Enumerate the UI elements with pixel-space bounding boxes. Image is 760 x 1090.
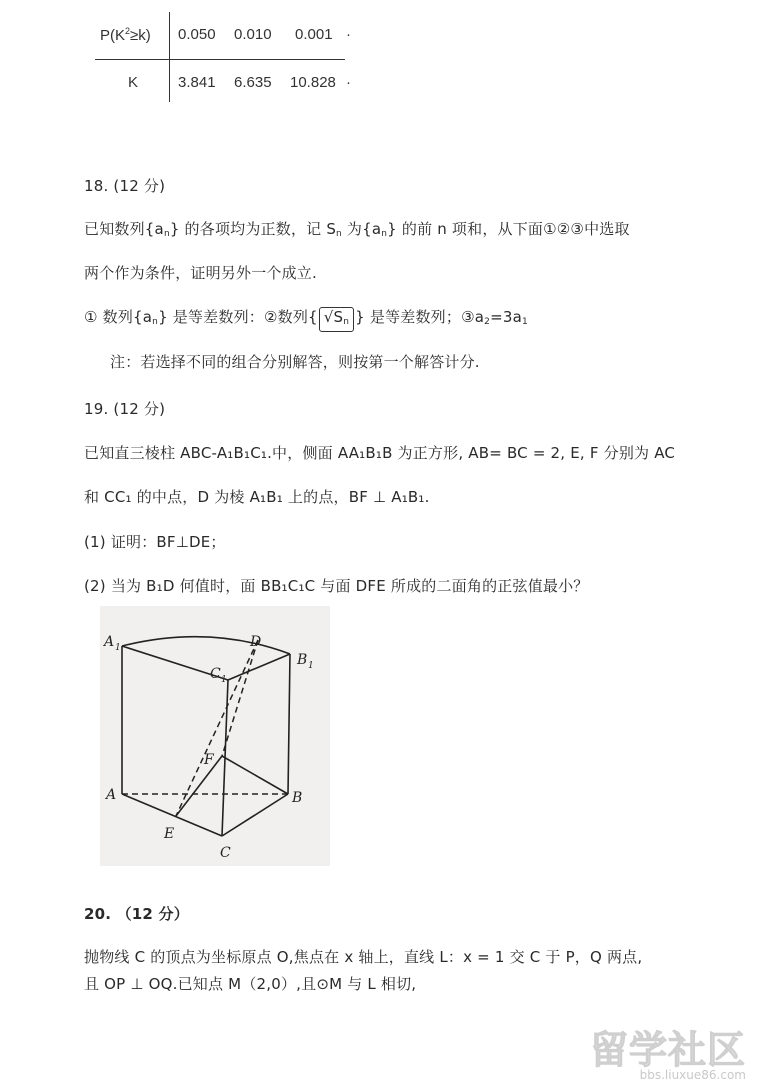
- q20-line2: 且 OP ⊥ OQ.已知点 M（2,0）,且⊙M 与 L 相切,: [84, 975, 417, 993]
- q19-part1: (1) 证明：BF⊥DE；: [84, 533, 226, 551]
- label-c: C: [220, 845, 231, 861]
- trailing-mark: ·: [346, 74, 351, 91]
- segment-e-f: [176, 756, 222, 816]
- q18-note: 注：若选择不同的组合分别解答，则按第一个解答计分.: [110, 353, 480, 371]
- edge-a1-b1: [122, 637, 290, 654]
- q19-line2: 和 CC₁ 的中点，D 为棱 A₁B₁ 上的点，BF ⊥ A₁B₁.: [84, 488, 430, 506]
- segment-f-b: [222, 756, 288, 794]
- label-a: A: [106, 787, 117, 803]
- label-b1: B: [297, 652, 308, 668]
- probability-cell: 0.010: [234, 26, 272, 43]
- q20-line1: 抛物线 C 的顶点为坐标原点 O,焦点在 x 轴上，直线 L：x = 1 交 C 于 P，Q 两点,: [84, 948, 643, 966]
- sqrt-sn: $√S_n$: [319, 307, 354, 332]
- site-watermark: [590, 1019, 746, 1082]
- label-d: D: [250, 634, 262, 650]
- q18-conditions: ① 数列$\{a_n\}$ 是等差数列：②数列{ $√S_n$ } 是等差数列；$③a_2=3a_1$: [84, 306, 528, 332]
- k-value-cell: 6.635: [234, 74, 272, 91]
- table-header-label: $P(K^2\ge k)$: [100, 26, 151, 44]
- watermark-title: 留学社区: [589, 1028, 746, 1072]
- k-value-cell: 3.841: [178, 74, 216, 91]
- q20-heading: 20. （12 分）: [84, 905, 189, 923]
- prism-diagram: [100, 606, 330, 866]
- label-a1: A: [104, 634, 115, 650]
- edge-c1-b1: [228, 654, 290, 680]
- q18-line2: 两个作为条件，证明另外一个成立.: [84, 264, 317, 282]
- k-value-cell: 10.828: [290, 74, 336, 91]
- probability-cell: 0.001: [295, 26, 333, 43]
- edge-b1-b: [288, 654, 290, 794]
- q19-part2: (2) 当为 B₁D 何值时，面 BB₁C₁C 与面 DFE 所成的二面角的正弦值最小？: [84, 577, 589, 595]
- table-row-label: K: [128, 74, 139, 91]
- q19-line1: 已知直三棱柱 ABC-A₁B₁C₁.中，侧面 AA₁B₁B 为正方形, AB= BC = 2, E, F 分别为 AC: [84, 444, 676, 462]
- label-a1-sub: 1: [115, 643, 121, 653]
- trailing-mark: ·: [346, 26, 351, 43]
- q18-line1: 已知数列$\{a_n\}$ 的各项均为正数，记 $S_n$ 为$\{a_n\}$ 的前 n 项和，从下面①②③中选取: [84, 220, 630, 239]
- q18-heading: 18. (12 分): [84, 177, 166, 195]
- table-divider-vertical: [169, 12, 170, 102]
- q19-heading: 19. (12 分): [84, 400, 166, 418]
- watermark-url: bbs.liuxue86.com: [639, 1068, 746, 1082]
- label-c1-sub: 1: [221, 675, 227, 685]
- label-b: B: [292, 790, 303, 806]
- label-f: F: [204, 752, 214, 768]
- table-divider-horizontal: [95, 59, 345, 60]
- edge-c-b: [222, 794, 288, 836]
- probability-cell: 0.050: [178, 26, 216, 43]
- label-e: E: [164, 826, 175, 842]
- label-c1: C: [210, 666, 221, 682]
- label-b1-sub: 1: [308, 661, 314, 671]
- prism-figure: [100, 606, 330, 866]
